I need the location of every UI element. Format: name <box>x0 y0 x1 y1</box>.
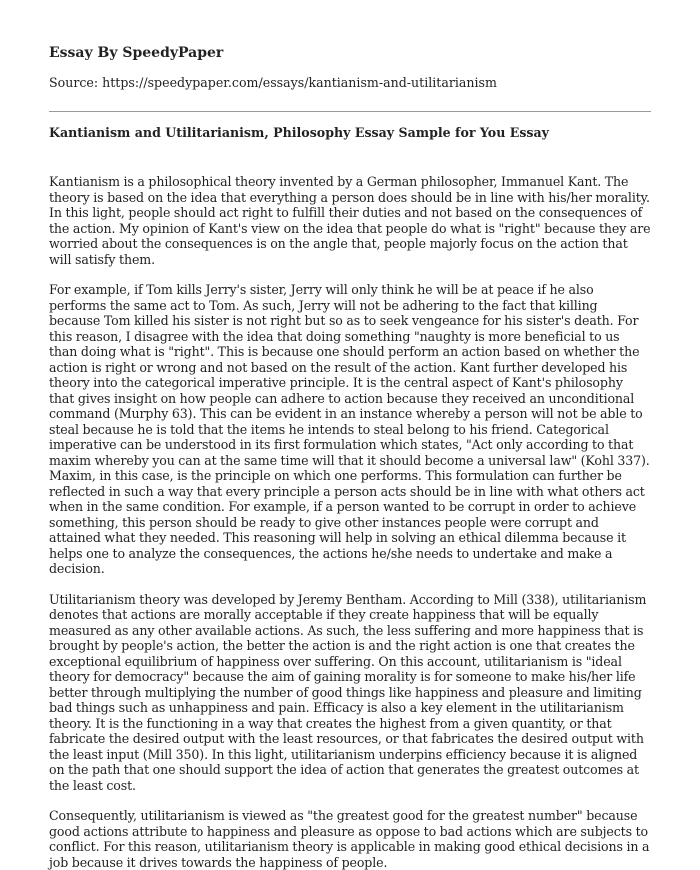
essay-body <box>49 174 651 870</box>
source-url-link[interactable]: https://speedypaper.com/essays/kantianism-and-utilitarianism <box>102 75 497 90</box>
source-label: Source: <box>49 75 99 90</box>
header-divider <box>49 111 651 112</box>
source-line <box>49 74 651 91</box>
essay-paragraph: Consequently, utilitarianism is viewed as "the greatest good for the greatest number" because good actions attribute to happiness and pleasure as oppose to bad actions which are subjects to conflict. For this reason, utilitarianism theory is applicable in making good ethical decisions in a job because it drives towards the happiness of people. <box>49 808 650 870</box>
essay-paragraph: Kantianism is a philosophical theory invented by a German philosopher, Immanuel Kant. The theory is based on the idea that everything a person does should be in line with his/her morality. In this light, people should act right to fulfill their duties and not based on the consequences of the action. My opinion of Kant's view on the idea that people do what is "right" because they are worried about the consequences is on the angle that, people majorly focus on the action that will satisfy them. <box>49 174 651 267</box>
site-title: Essay By SpeedyPaper <box>49 45 224 61</box>
essay-title: Kantianism and Utilitarianism, Philosophy Essay Sample for You Essay <box>49 125 549 140</box>
essay-paragraph: Utilitarianism theory was developed by Jeremy Bentham. According to Mill (338), utilitarianism denotes that actions are morally acceptable if they create happiness that will be equally measured as any other available actions. As such, the less suffering and more happiness that is brought by people's action, the better the action is and the right action is one that creates the exceptional equilibrium of happiness over suffering. On this account, utilitarianism is "ideal theory for democracy" because the aim of gaining morality is for someone to make his/her life better through multiplying the number of good things like happiness and pleasure and limiting bad things such as unhappiness and pain. Efficacy is also a key element in the utilitarianism theory. It is the functioning in a way that creates the highest from a given quantity, or that fabricate the desired output with the least resources, or that fabricates the desired output with the least input (Mill 350). In this light, utilitarianism underpins efficiency because it is aligned on the path that one should support the idea of action that generates the greatest outcomes at the least cost. <box>49 591 647 793</box>
essay-paragraph: For example, if Tom kills Jerry's sister, Jerry will only think he will be at peace if he also performs the same act to Tom. As such, Jerry will not be adhering to the fact that killing because Tom killed his sister is not right but so as to seek vengeance for his sister's death. For this reason, I disagree with the idea that doing something "naughty is more beneficial to us than doing what is "right". This is because one should perform an action based on whether the action is right or wrong and not based on the result of the action. Kant further developed his theory into the categorical imperative principle. It is the central aspect of Kant's philosophy that gives insight on how people can adhere to action because they received an unconditional command (Murphy 63). This can be evident in an instance whereby a person will not be able to steal because he is told that the items he intends to steal belong to his friend. Categorical imperative can be understood in its first formulation which states, "Act only according to that maxim whereby you can at the same time will that it should become a universal law" (Kohl 337). Maxim, in this case, is the principle on which one performs. This formulation can further be reflected in such a way that every principle a person acts should be in line with what others act when in the same condition. For example, if a person wanted to be corrupt in order to achieve something, this person should be ready to give other instances people were corrupt and attained what they needed. This reasoning will help in solving an ethical dilemma because it helps one to analyze the consequences, the actions he/she needs to undertake and make a decision. <box>49 282 650 576</box>
